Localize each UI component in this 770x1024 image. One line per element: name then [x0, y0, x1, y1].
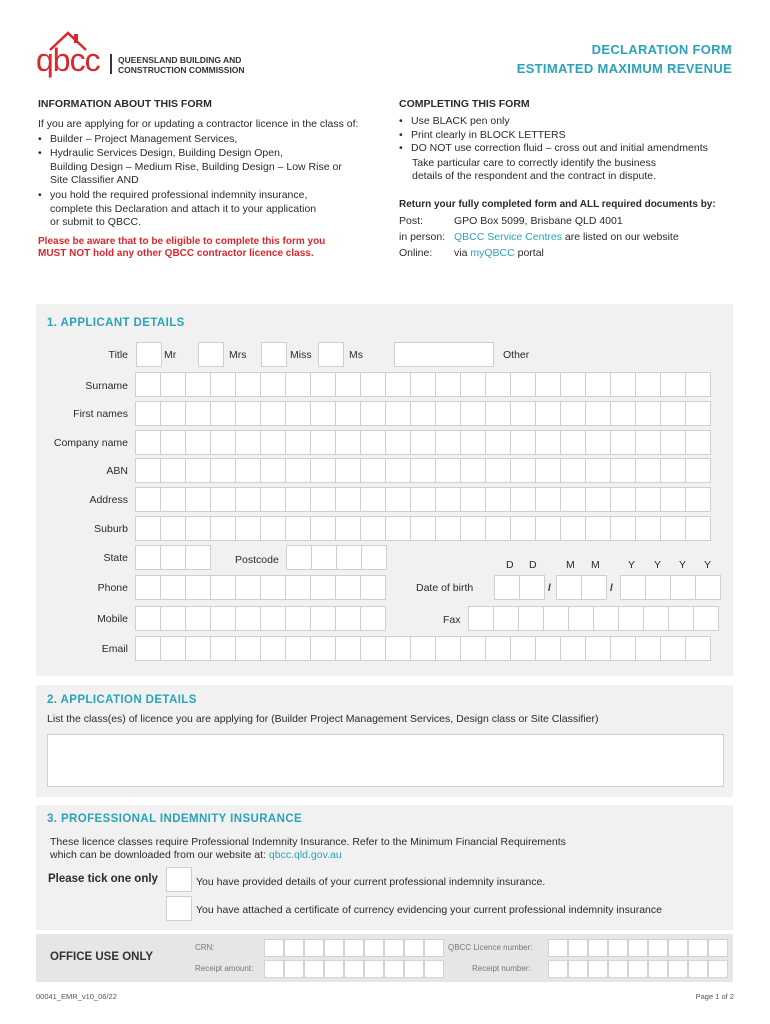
dob-letter: D [529, 559, 537, 571]
phone-input[interactable] [135, 575, 385, 600]
mobile-input[interactable] [135, 606, 385, 631]
dob-letter: M [591, 559, 600, 571]
title-mrs-label: Mrs [229, 349, 247, 361]
dob-label: Date of birth [416, 582, 474, 594]
info-bullet-cont: Building Design – Medium Rise, Building Design – Low Rise or [50, 161, 342, 173]
info-bullet-cont: or submit to QBCC. [50, 216, 142, 228]
completing-bullets [399, 115, 739, 156]
dob-letter: M [566, 559, 575, 571]
info-bullet-cont: Site Classifier AND [50, 174, 139, 186]
info-bullet-cont: complete this Declaration and attach it to your application [50, 203, 317, 215]
logo-divider [110, 54, 112, 74]
abn-input[interactable] [135, 458, 710, 483]
form-title-1: DECLARATION FORM [591, 42, 732, 57]
info-bullets [38, 133, 378, 160]
option-attached-checkbox[interactable] [166, 896, 192, 921]
in-person-rest: are listed on our website [564, 231, 679, 243]
first-names-input[interactable] [135, 401, 710, 426]
title-mr-label: Mr [164, 349, 177, 361]
address-input[interactable] [135, 487, 710, 512]
eligibility-warning-1: Please be aware that to be eligible to complete this form you [38, 236, 326, 247]
abn-label: ABN [106, 465, 128, 477]
postcode-input[interactable] [286, 545, 386, 570]
mobile-label: Mobile [97, 613, 128, 625]
completing-bullet: • Print clearly in BLOCK LETTERS [399, 129, 739, 143]
info-bullets-2 [38, 189, 378, 203]
receipt-number-input[interactable] [548, 960, 728, 978]
section-1-title: 1. APPLICANT DETAILS [47, 317, 185, 329]
online-value [454, 247, 544, 259]
receipt-number-label: Receipt number: [472, 964, 531, 973]
office-use-label: OFFICE USE ONLY [50, 951, 154, 963]
dob-year-input[interactable] [620, 575, 720, 600]
indemnity-insurance-section [36, 805, 733, 930]
in-person-label: in person: [399, 231, 446, 243]
info-bullet: • Hydraulic Services Design, Building Design Open, [38, 147, 378, 161]
first-names-label: First names [73, 408, 128, 420]
suburb-input[interactable] [135, 516, 710, 541]
company-name-input[interactable] [135, 430, 710, 455]
title-mr-checkbox[interactable] [136, 342, 162, 367]
dob-slash: / [548, 582, 551, 594]
surname-label: Surname [85, 380, 128, 392]
title-other-input[interactable] [394, 342, 494, 367]
section-3-text-1: These licence classes require Professional Indemnity Insurance. Refer to the Minimum Financial Requirements [50, 836, 566, 848]
dob-letter: Y [654, 559, 662, 571]
title-mrs-checkbox[interactable] [198, 342, 224, 367]
title-miss-label: Miss [290, 349, 312, 361]
completing-cont-1: Take particular care to correctly identify the business [412, 157, 656, 169]
info-heading: INFORMATION ABOUT THIS FORM [38, 98, 212, 110]
org-name-line2: CONSTRUCTION COMMISSION [118, 65, 245, 75]
address-label: Address [89, 494, 128, 506]
licence-classes-textarea[interactable] [47, 734, 724, 787]
form-title-2: ESTIMATED MAXIMUM REVENUE [516, 61, 732, 76]
dob-day-input[interactable] [494, 575, 544, 600]
state-label: State [103, 552, 128, 564]
section-2-title: 2. APPLICATION DETAILS [47, 694, 197, 706]
option-provided-checkbox[interactable] [166, 867, 192, 892]
fax-input[interactable] [468, 606, 718, 631]
post-label: Post: [399, 215, 423, 227]
title-miss-checkbox[interactable] [261, 342, 287, 367]
completing-cont-2: details of the respondent and the contract in dispute. [412, 170, 656, 182]
email-input[interactable] [135, 636, 710, 661]
office-use-panel [36, 934, 733, 982]
title-ms-checkbox[interactable] [318, 342, 344, 367]
online-rest: portal [517, 247, 544, 259]
info-bullet: • Builder – Project Management Services, [38, 133, 378, 147]
online-label: Online: [399, 247, 433, 259]
info-intro: If you are applying for or updating a contractor licence in the class of: [38, 118, 359, 130]
online-pre: via [454, 247, 468, 259]
email-label: Email [101, 643, 128, 655]
section-3-text-2 [50, 849, 342, 861]
receipt-amount-input[interactable] [264, 960, 444, 978]
section-2-instruction: List the class(es) of licence you are applying for (Builder Project Management Services, Design class or Site Classifier) [47, 713, 599, 725]
surname-input[interactable] [135, 372, 710, 397]
logo-text: qbcc [36, 42, 100, 78]
myqbcc-link[interactable]: myQBCC [470, 247, 515, 259]
licence-number-label: QBCC Licence number: [448, 943, 533, 952]
dob-letter: Y [679, 559, 687, 571]
title-ms-label: Ms [349, 349, 363, 361]
suburb-label: Suburb [94, 523, 128, 535]
crn-input[interactable] [264, 939, 444, 957]
dob-letter: D [506, 559, 514, 571]
dob-letter: Y [628, 559, 636, 571]
in-person-value [454, 231, 679, 243]
state-input[interactable] [135, 545, 210, 570]
crn-label: CRN: [195, 943, 215, 952]
licence-number-input[interactable] [548, 939, 728, 957]
dob-slash: / [610, 582, 613, 594]
section-3-title: 3. PROFESSIONAL INDEMNITY INSURANCE [47, 813, 303, 825]
completing-bullet: • Use BLACK pen only [399, 115, 739, 129]
qbcc-logo [36, 30, 276, 82]
option-provided-label: You have provided details of your current professional indemnity insurance. [196, 876, 546, 888]
completing-bullet: • DO NOT use correction fluid – cross out and initial amendments [399, 142, 739, 156]
postcode-label: Postcode [235, 554, 279, 566]
return-heading: Return your fully completed form and ALL required documents by: [399, 199, 716, 210]
option-attached-label: You have attached a certificate of currency evidencing your current professional indemnity insurance [196, 904, 662, 916]
phone-label: Phone [97, 582, 128, 594]
qbcc-website-link[interactable]: qbcc.qld.gov.au [268, 849, 342, 861]
title-other-label: Other [503, 349, 530, 361]
applicant-details-section [36, 304, 733, 676]
completing-heading: COMPLETING THIS FORM [399, 98, 530, 110]
eligibility-warning-2: MUST NOT hold any other QBCC contractor licence class. [38, 248, 314, 259]
dob-month-input[interactable] [556, 575, 606, 600]
company-name-label: Company name [53, 437, 128, 449]
section-3-text-2-pre: which can be downloaded from our website at: [50, 849, 266, 861]
post-value: GPO Box 5099, Brisbane QLD 4001 [454, 215, 623, 227]
title-label: Title [108, 349, 128, 361]
page-number: Page 1 of 2 [695, 992, 734, 1001]
form-code: 00041_EMR_v10_06/22 [36, 992, 117, 1001]
fax-label: Fax [443, 614, 461, 626]
service-centres-link[interactable]: QBCC Service Centres [454, 231, 562, 243]
info-bullet: • you hold the required professional indemnity insurance, [38, 189, 378, 203]
receipt-amount-label: Receipt amount: [195, 964, 254, 973]
org-name-line1: QUEENSLAND BUILDING AND [118, 55, 242, 65]
application-details-section [36, 685, 733, 797]
dob-letter: Y [704, 559, 712, 571]
tick-label: Please tick one only [48, 873, 158, 885]
